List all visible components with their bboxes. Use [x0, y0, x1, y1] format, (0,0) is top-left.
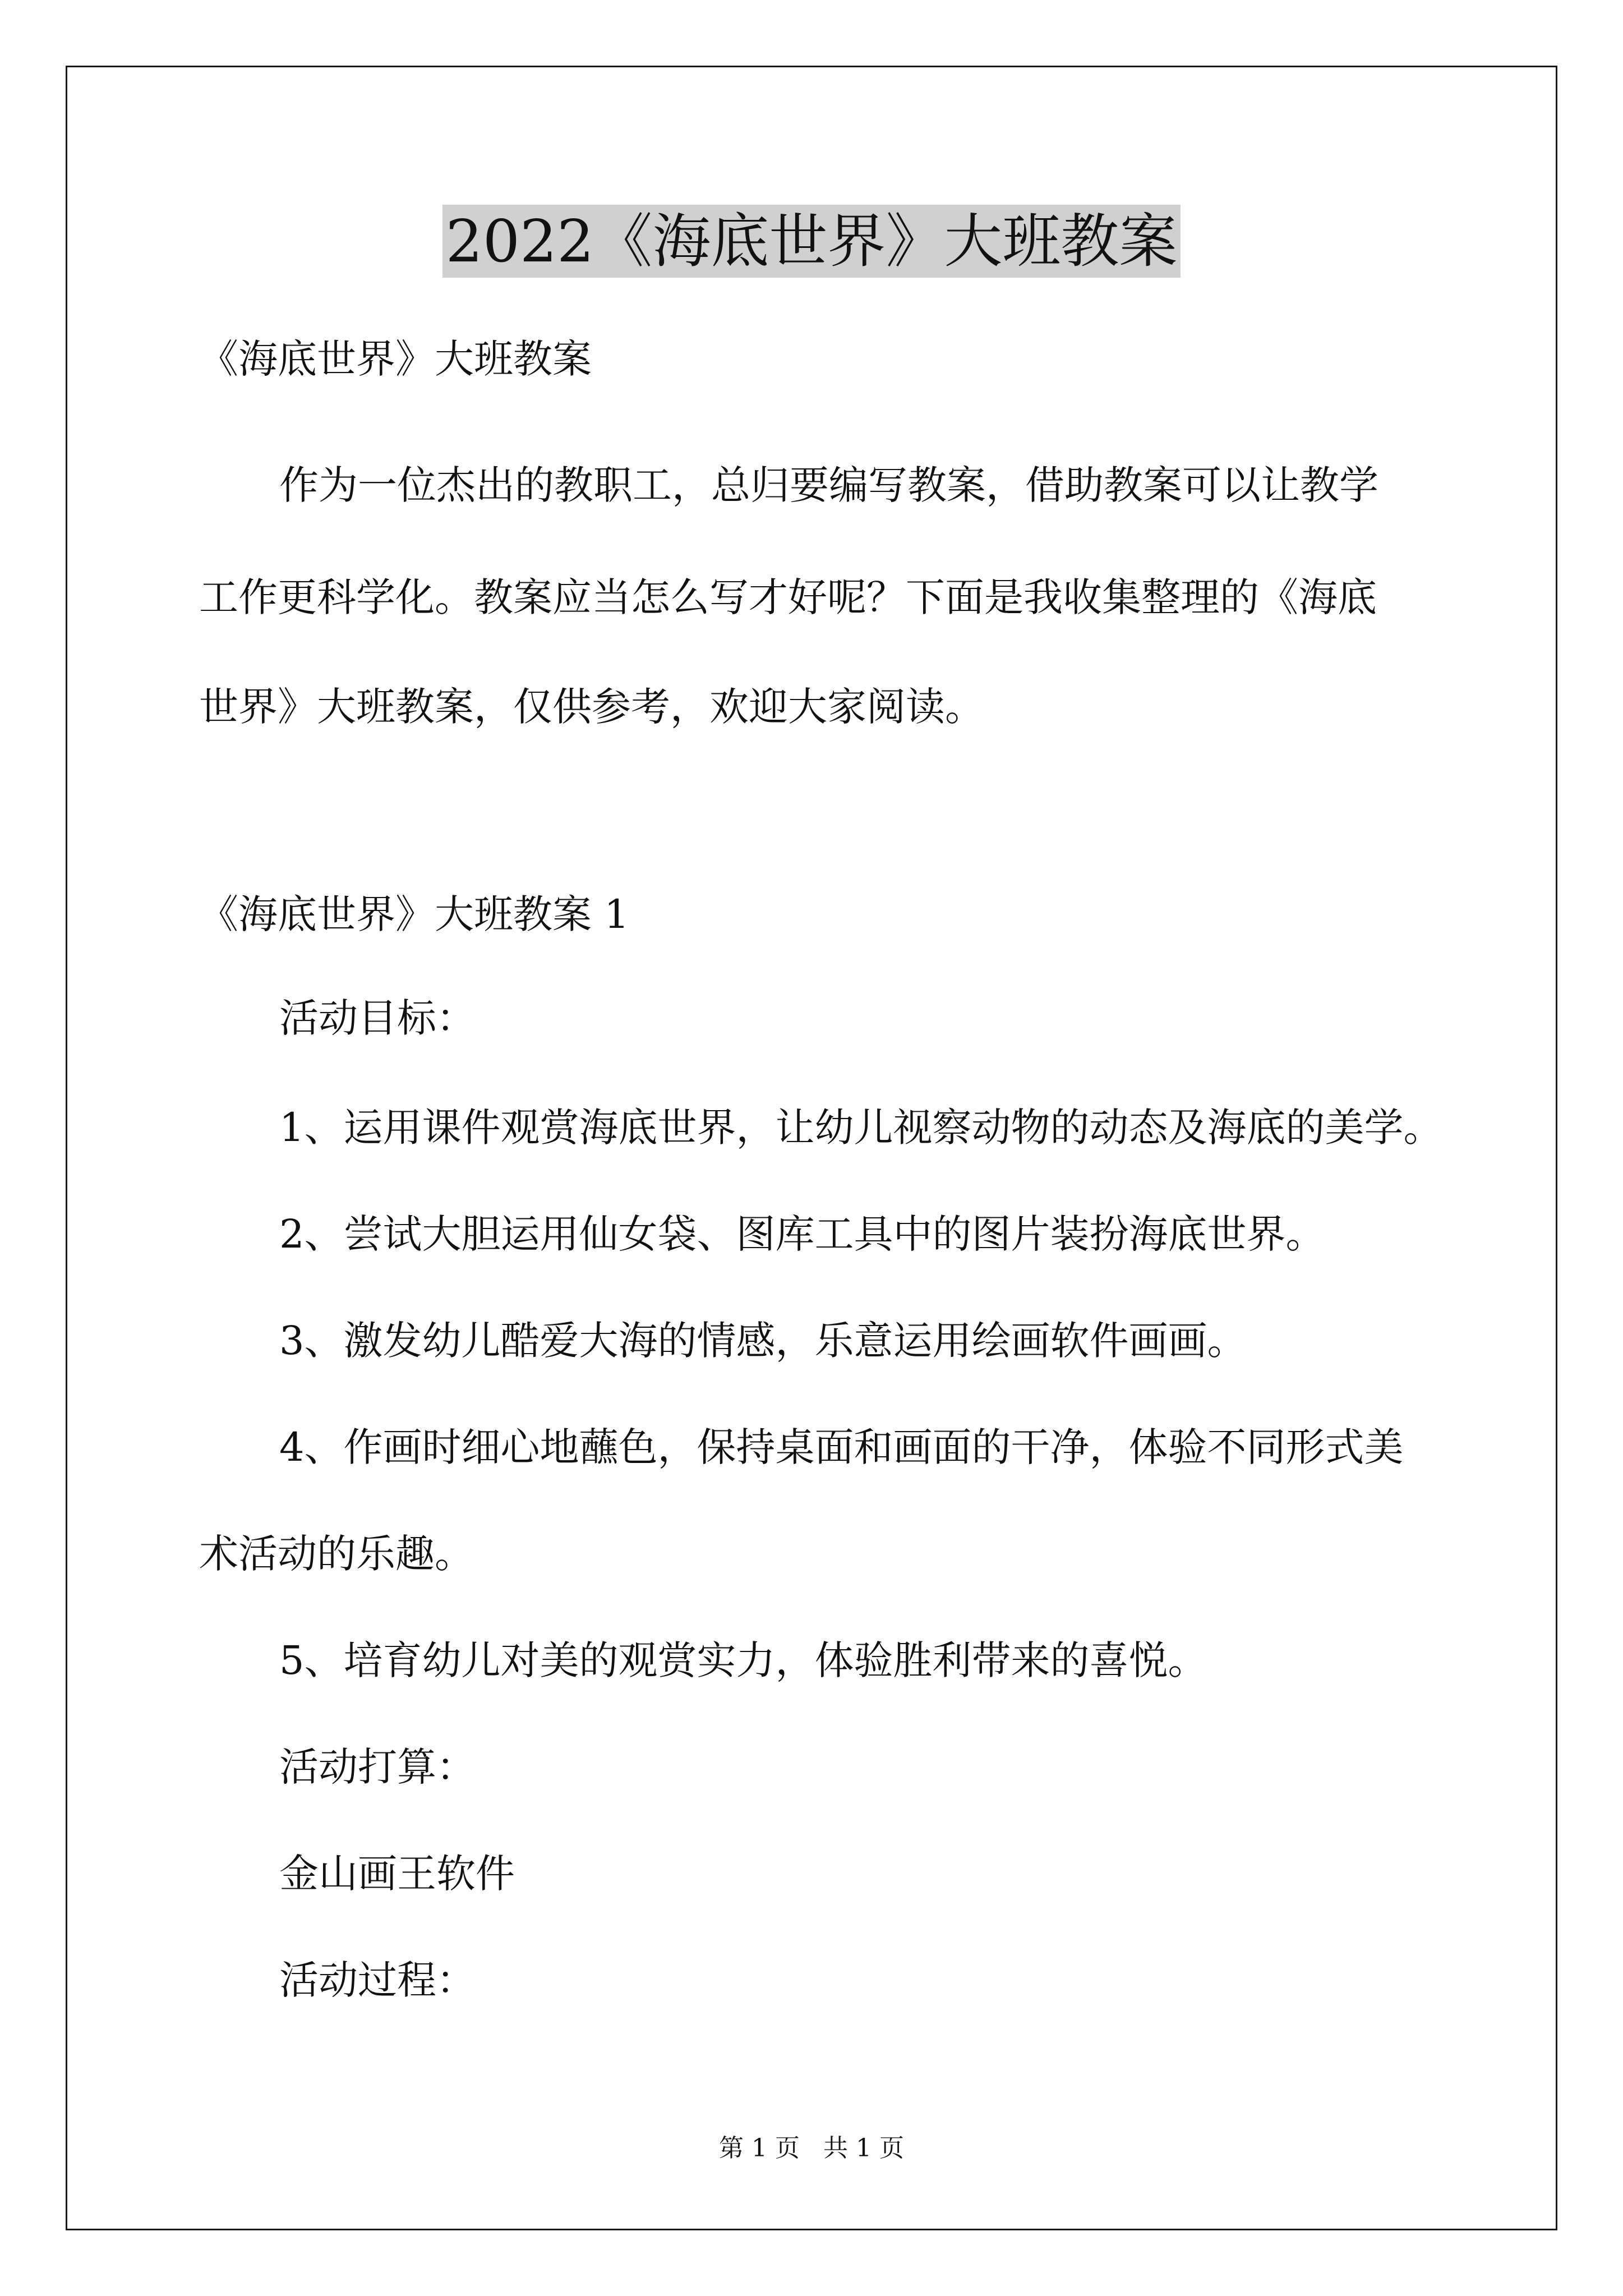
goal-item-5: 5、培育幼儿对美的观赏实力，体验胜利带来的喜悦。	[279, 1637, 1207, 1683]
goal-item-4: 4、作画时细心地蘸色，保持桌面和画面的干净，体验不同形式美	[279, 1424, 1404, 1470]
document-title-text: 2022《海底世界》大班教案	[442, 205, 1181, 278]
process-heading: 活动过程：	[279, 1957, 476, 2003]
prep-item: 金山画王软件	[279, 1851, 515, 1897]
section-heading: 《海底世界》大班教案 1	[199, 891, 629, 937]
intro-line-2: 工作更科学化。教案应当怎么写才好呢？下面是我收集整理的《海底	[199, 574, 1377, 620]
document-title	[0, 202, 1623, 280]
intro-line-3: 世界》大班教案，仅供参考，欢迎大家阅读。	[199, 684, 984, 730]
goal-item-1: 1、运用课件观赏海底世界，让幼儿视察动物的动态及海底的美学。	[279, 1105, 1443, 1151]
document-subtitle: 《海底世界》大班教案	[199, 336, 592, 382]
intro-line-1: 作为一位杰出的教职工，总归要编写教案，借助教案可以让教学	[279, 462, 1378, 508]
prep-heading: 活动打算：	[279, 1744, 476, 1790]
goal-item-4-continued: 术活动的乐趣。	[199, 1531, 474, 1577]
goal-item-2: 2、尝试大胆运用仙女袋、图库工具中的图片装扮海底世界。	[279, 1211, 1325, 1257]
goal-item-3: 3、激发幼儿酷爱大海的情感，乐意运用绘画软件画画。	[279, 1318, 1247, 1364]
goals-heading: 活动目标：	[279, 995, 476, 1041]
page-footer: 第 1 页 共 1 页	[719, 2134, 904, 2162]
